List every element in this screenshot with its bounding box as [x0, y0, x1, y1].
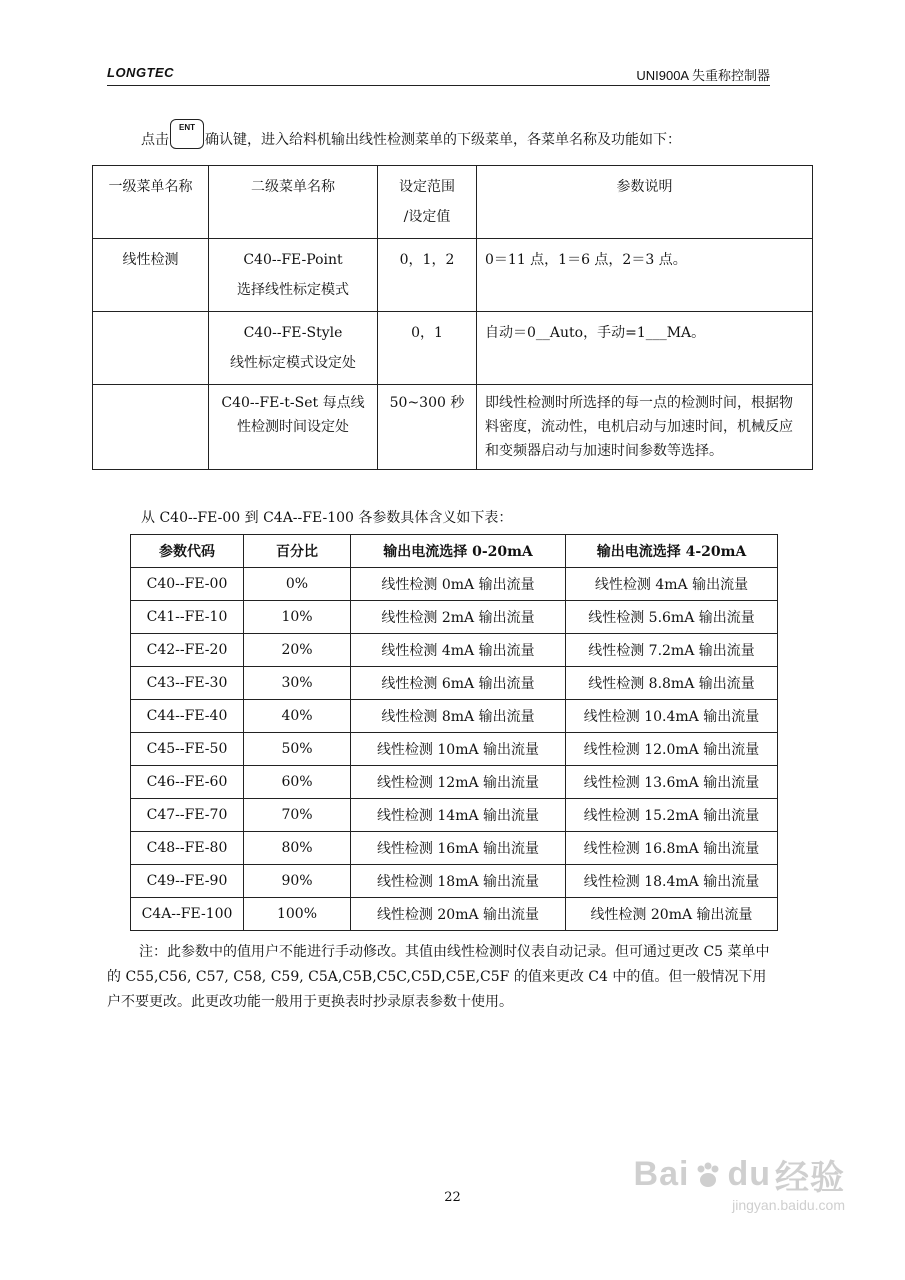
- param-percent: 100%: [244, 898, 351, 931]
- row-desc: 即线性检测时所选择的每一点的检测时间，根据物料密度，流动性，电机启动与加速时间，机械反应和变频器启动与加速时间参数等选择。: [477, 385, 813, 470]
- param-row: [131, 832, 778, 865]
- param-0-20ma: 线性检测 16mA 输出流量: [351, 832, 566, 865]
- row-desc: 自动＝0__Auto，手动=1___MA。: [477, 312, 813, 385]
- param-code: C45--FE-50: [131, 733, 244, 766]
- menu-table-header: [93, 166, 813, 239]
- param-0-20ma: 线性检测 4mA 输出流量: [351, 634, 566, 667]
- row-desc: 0＝11 点，1＝6 点，2＝3 点。: [477, 239, 813, 312]
- watermark-url: jingyan.baidu.com: [732, 1197, 845, 1213]
- header-level1: 一级菜单名称: [93, 166, 209, 239]
- param-row: [131, 568, 778, 601]
- param-4-20ma: 线性检测 15.2mA 输出流量: [566, 799, 778, 832]
- param-4-20ma: 线性检测 8.8mA 输出流量: [566, 667, 778, 700]
- param-4-20ma: 线性检测 5.6mA 输出流量: [566, 601, 778, 634]
- param-4-20ma: 线性检测 18.4mA 输出流量: [566, 865, 778, 898]
- param-percent: 60%: [244, 766, 351, 799]
- row-level2: [209, 239, 378, 312]
- header-range: [378, 166, 477, 239]
- param-4-20ma: 线性检测 7.2mA 输出流量: [566, 634, 778, 667]
- param-0-20ma: 线性检测 14mA 输出流量: [351, 799, 566, 832]
- param-row: [131, 799, 778, 832]
- param-0-20ma: 线性检测 10mA 输出流量: [351, 733, 566, 766]
- menu-table: [92, 165, 813, 470]
- param-code: C44--FE-40: [131, 700, 244, 733]
- param-code: C40--FE-00: [131, 568, 244, 601]
- param-code: C47--FE-70: [131, 799, 244, 832]
- row-range: 0，1: [378, 312, 477, 385]
- param-0-20ma: 线性检测 2mA 输出流量: [351, 601, 566, 634]
- param-code: C49--FE-90: [131, 865, 244, 898]
- watermark-du: du: [727, 1155, 771, 1193]
- param-0-20ma: 线性检测 20mA 输出流量: [351, 898, 566, 931]
- param-percent: 0%: [244, 568, 351, 601]
- param-0-20ma: 线性检测 0mA 输出流量: [351, 568, 566, 601]
- header-percent: 百分比: [244, 535, 351, 568]
- param-row: [131, 601, 778, 634]
- param-code: C43--FE-30: [131, 667, 244, 700]
- menu-row: [93, 239, 813, 312]
- note-paragraph: 注：此参数中的值用户不能进行手动修改。其值由线性检测时仪表自动记录。但可通过更改 C5 菜单中的 C55,C56, C57, C58, C59, C5A,C5B,C5C,C5D,C5E,C5F 的值来更改 C4 中的值。但一般情况下用户不要更改。此更改功能一般用于更换表时抄录原表参数十使用。: [107, 944, 770, 1010]
- param-row: [131, 766, 778, 799]
- page-header: [107, 63, 770, 86]
- param-row: [131, 700, 778, 733]
- watermark-bai: Bai: [633, 1155, 690, 1193]
- intro-before: 点击: [141, 132, 169, 148]
- ent-key-icon: ENT: [170, 119, 204, 149]
- param-table: [130, 534, 778, 931]
- row-code: C40--FE-Style: [243, 325, 343, 341]
- param-table-header: [131, 535, 778, 568]
- param-0-20ma: 线性检测 12mA 输出流量: [351, 766, 566, 799]
- header-code: 参数代码: [131, 535, 244, 568]
- row-level2: C40--FE-t-Set 每点线性检测时间设定处: [209, 385, 378, 470]
- param-percent: 20%: [244, 634, 351, 667]
- paw-icon: [693, 1160, 723, 1190]
- watermark-jingyan: 经验: [775, 1159, 845, 1197]
- param-4-20ma: 线性检测 4mA 输出流量: [566, 568, 778, 601]
- param-row: [131, 733, 778, 766]
- row-level1: [93, 312, 209, 385]
- page-number: 22: [444, 1190, 461, 1205]
- param-0-20ma: 线性检测 18mA 输出流量: [351, 865, 566, 898]
- header-range-line2: /设定值: [403, 209, 451, 225]
- param-code: C41--FE-10: [131, 601, 244, 634]
- param-code: C42--FE-20: [131, 634, 244, 667]
- param-4-20ma: 线性检测 12.0mA 输出流量: [566, 733, 778, 766]
- intro-line: [141, 119, 681, 149]
- param-code: C48--FE-80: [131, 832, 244, 865]
- param-row: [131, 667, 778, 700]
- table-caption: 从 C40--FE-00 到 C4A--FE-100 各参数具体含义如下表：: [141, 510, 513, 526]
- row-name: 选择线性标定模式: [237, 282, 349, 298]
- menu-row: [93, 312, 813, 385]
- param-percent: 10%: [244, 601, 351, 634]
- param-row: [131, 865, 778, 898]
- param-0-20ma: 线性检测 6mA 输出流量: [351, 667, 566, 700]
- param-percent: 30%: [244, 667, 351, 700]
- param-percent: 50%: [244, 733, 351, 766]
- param-row: [131, 898, 778, 931]
- row-level1: [93, 385, 209, 470]
- param-4-20ma: 线性检测 13.6mA 输出流量: [566, 766, 778, 799]
- row-code: C40--FE-Point: [243, 252, 343, 268]
- header-desc: 参数说明: [477, 166, 813, 239]
- param-0-20ma: 线性检测 8mA 输出流量: [351, 700, 566, 733]
- param-table-body: [131, 568, 778, 931]
- row-name: 线性标定模式设定处: [230, 355, 356, 371]
- row-range: 0，1，2: [378, 239, 477, 312]
- row-level1: 线性检测: [93, 239, 209, 312]
- param-4-20ma: 线性检测 16.8mA 输出流量: [566, 832, 778, 865]
- menu-row: [93, 385, 813, 470]
- param-percent: 40%: [244, 700, 351, 733]
- header-range-line1: 设定范围: [399, 179, 455, 195]
- param-code: C4A--FE-100: [131, 898, 244, 931]
- param-percent: 70%: [244, 799, 351, 832]
- baidu-watermark: [634, 1150, 845, 1213]
- param-code: C46--FE-60: [131, 766, 244, 799]
- header-0-20ma: 输出电流选择 0-20mA: [351, 535, 566, 568]
- param-4-20ma: 线性检测 10.4mA 输出流量: [566, 700, 778, 733]
- row-level2: [209, 312, 378, 385]
- param-row: [131, 634, 778, 667]
- brand-logo: LONGTEC: [107, 65, 175, 80]
- watermark-logo: [634, 1150, 845, 1199]
- header-4-20ma: 输出电流选择 4-20mA: [566, 535, 778, 568]
- model-title: UNI900A 失重称控制器: [636, 68, 770, 83]
- header-level2: 二级菜单名称: [209, 166, 378, 239]
- param-percent: 80%: [244, 832, 351, 865]
- row-range: 50~300 秒: [378, 385, 477, 470]
- param-4-20ma: 线性检测 20mA 输出流量: [566, 898, 778, 931]
- intro-after: 确认键，进入给料机输出线性检测菜单的下级菜单，各菜单名称及功能如下：: [205, 132, 681, 148]
- param-percent: 90%: [244, 865, 351, 898]
